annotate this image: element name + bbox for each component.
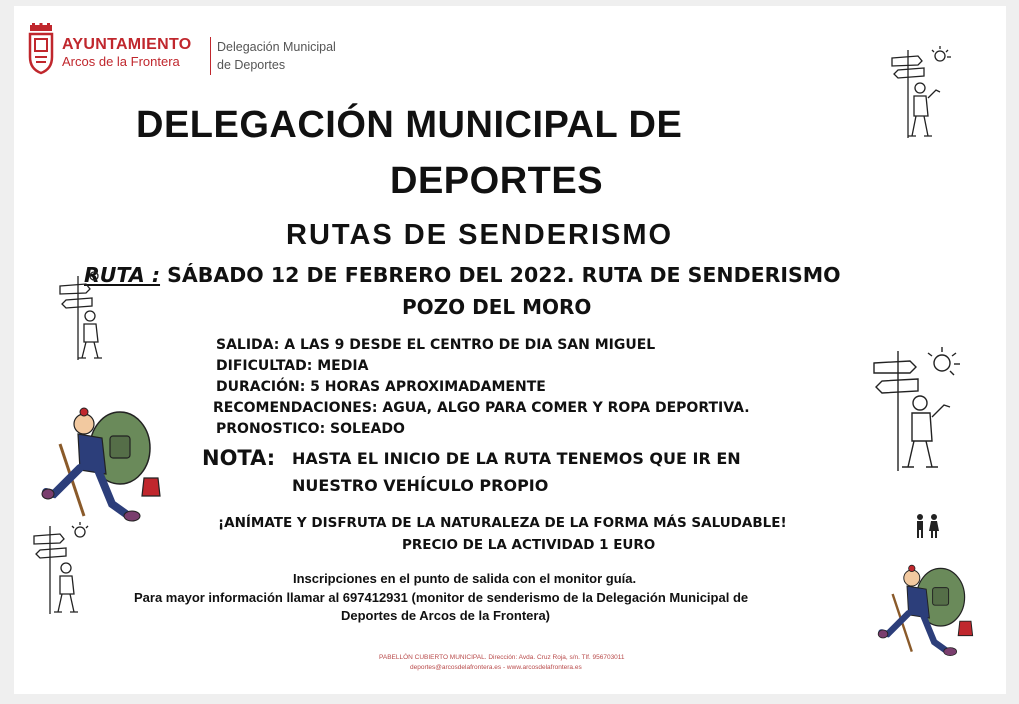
dept-name-line1: Delegación Municipal	[217, 40, 336, 54]
detail-departure: SALIDA: A LAS 9 DESDE EL CENTRO DE DIA SAN MIGUEL	[216, 337, 656, 353]
subtitle: RUTAS DE SENDERISMO	[286, 219, 674, 251]
detail-duration: DURACIÓN: 5 HORAS APROXIMADAMENTE	[216, 379, 546, 395]
info-line1: Inscripciones en el punto de salida con el monitor guía.	[293, 571, 637, 586]
detail-forecast: PRONOSTICO: SOLEADO	[216, 421, 405, 437]
main-title-line1: DELEGACIÓN MUNICIPAL DE	[136, 104, 683, 146]
signpost-hiker-illustration	[32, 520, 104, 616]
dept-name-line2: de Deportes	[217, 58, 286, 72]
info-line2: Para mayor información llamar al 697412931 (monitor de senderismo de la Delegación Municipal de	[134, 590, 749, 605]
route-date-text: SÁBADO 12 DE FEBRERO DEL 2022. RUTA DE SENDERISMO	[167, 263, 841, 287]
signpost-hiker-illustration	[58, 268, 118, 362]
route-line	[84, 263, 841, 287]
signpost-hiker-illustration	[888, 44, 960, 140]
dept-logo-text	[217, 38, 336, 74]
route-name: POZO DEL MORO	[402, 295, 592, 319]
poster-page	[14, 6, 1006, 694]
org-city: Arcos de la Frontera	[62, 54, 180, 69]
footer-contact: deportes@arcosdelafrontera.es - www.arcosdelafrontera.es	[410, 664, 582, 671]
main-title-line2: DEPORTES	[390, 160, 604, 202]
backpacker-illustration	[40, 404, 166, 524]
detail-difficulty: DIFICULTAD: MEDIA	[216, 358, 369, 374]
logo-divider	[210, 37, 211, 75]
backpacker-illustration	[876, 562, 978, 658]
children-pictogram-icon	[912, 513, 942, 539]
note-line2: NUESTRO VEHÍCULO PROPIO	[292, 476, 549, 495]
org-logo-text	[62, 36, 192, 70]
promo-line1: ¡ANÍMATE Y DISFRUTA DE LA NATURALEZA DE LA FORMA MÁS SALUDABLE!	[218, 515, 787, 531]
route-label: RUTA :	[84, 263, 161, 287]
coat-of-arms-icon	[28, 23, 54, 75]
detail-recommendations: RECOMENDACIONES: AGUA, ALGO PARA COMER Y ROPA DEPORTIVA.	[213, 400, 750, 416]
footer-address: PABELLÓN CUBIERTO MUNICIPAL. Dirección: Avda. Cruz Roja, s/n. Tlf. 956703011	[379, 654, 625, 661]
note-line1: HASTA EL INICIO DE LA RUTA TENEMOS QUE IR EN	[292, 449, 741, 468]
info-line3: Deportes de Arcos de la Frontera)	[341, 608, 551, 623]
note-label: NOTA:	[202, 446, 276, 470]
signpost-hiker-illustration	[868, 341, 968, 475]
promo-price: PRECIO DE LA ACTIVIDAD 1 EURO	[402, 537, 656, 553]
org-name: AYUNTAMIENTO	[62, 36, 192, 53]
